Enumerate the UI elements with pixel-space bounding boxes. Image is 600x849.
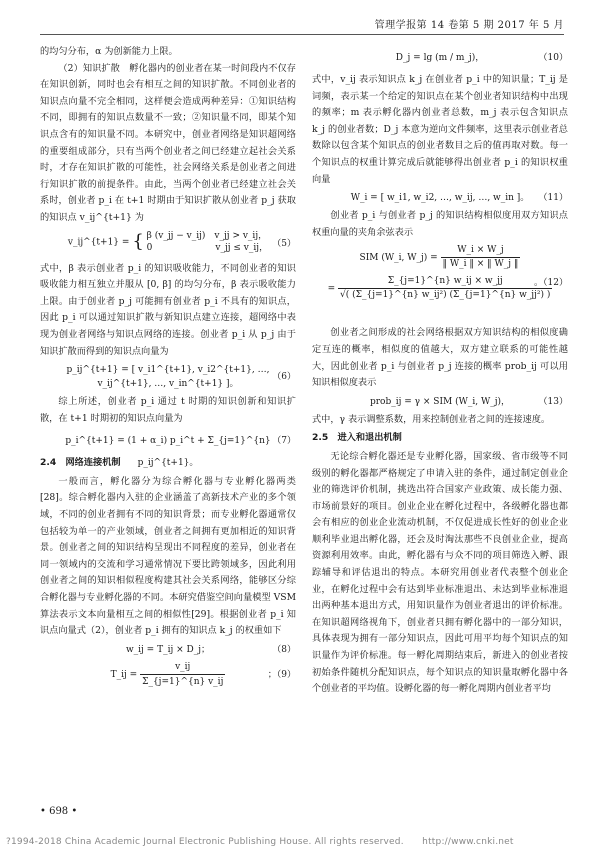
- left-column: [40, 44, 296, 693]
- equation-lhs: T_ij =: [110, 669, 138, 680]
- equation-6: [40, 363, 296, 391]
- fraction: [140, 660, 225, 689]
- equation-body: prob_ij = γ × SIM (W_i, W_j)，: [369, 396, 511, 407]
- equation-8: [40, 643, 296, 657]
- section-heading-2-4: 2.4 网络连接机制: [40, 457, 121, 469]
- paragraph: 式中，v_ij 表示知识点 k_j 在创业者 p_i 中的知识量；T_ij 是词频，表示某一个给定的知识点在某个创业者知识结构中出现的频率；m 表示孵化器内创业者总数，m_j 表示包含知识点 k_j 的创业者数；D_j 本意为逆向文件频率，这里表示创业者总数除以包含某个知识点的创业者数目之后的值再取对数。每一个知识点的权重计算完成后就能够得出创业者 p_i 的知识权重向量: [312, 74, 568, 185]
- equation-5: v_ij^{t+1} = { β (v_jj − v_ij) v_jj > v_ij， 0 v_jj ≤ v_ij， （5）: [67, 230, 296, 253]
- equation-body: p_i^{t+1} = (1 + α_i) p_i^t + Σ_{j=1}^{n} p_ij^{t+1}。: [65, 436, 271, 469]
- equation-lhs: SIM (W_i, W_j) =: [359, 253, 438, 264]
- denominator: Σ_{j=1}^{n} v_ij: [142, 676, 224, 687]
- paragraph: 创业者之间形成的社会网络根据双方知识结构的相似度确定互连的概率，相似度的值越大，双方建立联系的可能性越大，因此创业者 p_i 与创业者 p_j 连接的概率 prob_ij 可以用知识相似度表示: [312, 327, 568, 389]
- paragraph: 综上所述，创业者 p_i 通过 t 时期的知识创新和知识扩散，在 t+1 时期初的知识点向量为: [40, 396, 296, 424]
- equation-number: （10）: [538, 53, 568, 63]
- copyright-footer: ?1994-2018 China Academic Journal Electronic Publishing House. All rights reserved. http://www.cnki.net: [6, 837, 514, 847]
- equation-number: （8）: [272, 644, 296, 655]
- right-column: [312, 44, 568, 698]
- equation-number: （5）: [272, 238, 296, 249]
- journal-header: 管理学报第 14 卷第 5 期 2017 年 5 月: [374, 20, 564, 31]
- denominator: √( (Σ_{j=1}^{n} w_ij²) (Σ_{j=1}^{n} w_jj²) ): [340, 290, 551, 301]
- numerator: Σ_{j=1}^{n} w_ij × w_jj: [338, 275, 552, 289]
- denominator: ‖ W_i ‖ × ‖ W_j ‖: [442, 259, 519, 270]
- equation-body: p_ij^{t+1} = [ v_i1^{t+1}, v_i2^{t+1}, …, v_ij^{t+1}, …, v_in^{t+1} ]。: [66, 365, 270, 390]
- equation-12: SIM (W_i, W_j) = $\frac{W\_i \times W\_j}{‖ W\_i ‖ \times ‖ W\_j ‖}$ = $\frac{\Sigma\_\{j=1\}\^{}\{n\} w\_ij \times w\_jj}{\text{√( (Σ\_\{j=1\}\textasciicircum{}\{n\} w\_ij²) (Σ\_\{j=1\}\textasciicircum{}\{n\} w\_jj²) )}}$ 。（12）: [327, 245, 568, 301]
- equation-number: （11）: [538, 193, 568, 204]
- fraction: [441, 244, 521, 271]
- equation-case-2: 0 v_jj ≤ v_ij，: [146, 242, 269, 253]
- equation-number: 。（12）: [534, 278, 568, 289]
- equation-number: ；（9）: [267, 669, 296, 680]
- paragraph: 无论综合孵化器还是专业孵化器，国家级、省市级等不同级别的孵化器都严格规定了申请入驻的条件，通过制定创业企业的筛选评价机制，挑选出符合国家产业政策、成长能力强、市场前景好的项目。创业企业在孵化过程中，各级孵化器也都会有相应的创业企业流动机制，不仅促进成长性好的创业企业顺利毕业退出孵化器，还会及时淘汰那些不良创业企业，提高资源利用效率。由此，孵化器有与众不同的项目筛选入孵、跟踪辅导和评估退出的特点。本研究用创业者代表整个创业企业，在孵化过程中会有达到毕业标准退出、未达到毕业标准退出两种基本退出方式，用知识量作为创业者退出的评价标准。在知识超网络视角下，创业者只拥有孵化器中的一部分知识，具体表现为拥有一部分知识点，因此可用平均每个知识点的知识量作为评价标准。每一孵化周期结束后，新进入的创业者按初始条件随机分配知识点，每个知识点的知识量取孵化器中各个创业者的平均值。设孵化器的每一孵化周期内创业者平均: [312, 450, 568, 695]
- paragraph: （2）知识扩散 孵化器内的创业者在某一时间段内不仅存在知识创新，同时也会有相互之间的知识扩散。不同创业者的知识点向量不完全相同，这样便会造成两种差异：①知识结构不同，即拥有的知识点数量不一致；②知识量不同，即某个知识点含有的知识量不同。本研究中，创业者网络是知识超网络的重要组成部分，只有当两个创业者之间已经建立起社会关系时，才存在知识扩散的可能性，社会网络关系是创业者之间进行知识扩散的前提条件。由此，当两个创业者已经建立社会关系时，创业者 p_i 在 t+1 时期由于知识扩散从创业者 p_j 获取的知识点 v_ij^{t+1} 为: [40, 62, 296, 223]
- paragraph: 的均匀分布，α 为创新能力上限。: [40, 46, 178, 57]
- equation-lhs: v_ij^{t+1} =: [67, 237, 130, 248]
- fraction: [338, 275, 552, 302]
- equation-case-1: β (v_jj − v_ij) v_jj > v_ij，: [146, 230, 268, 241]
- section-heading-2-5: 2.5 进入和退出机制: [312, 432, 402, 444]
- paragraph: 创业者 p_i 与创业者 p_j 的知识结构相似度用双方知识点权重向量的夹角余弦表示: [312, 210, 568, 238]
- page-number: • 698 •: [40, 806, 78, 817]
- equation-10: [312, 47, 568, 69]
- equation-11: [312, 191, 568, 205]
- equation-body: w_ij = T_ij × D_j；: [125, 644, 211, 655]
- equation-body: W_i = [ w_i1, w_i2, …, w_ij, …, w_in ]。: [350, 193, 530, 204]
- equation-13: [312, 395, 568, 409]
- numerator: v_ij: [140, 660, 225, 675]
- paragraph: 式中，β 表示创业者 p_i 的知识吸收能力，不同创业者的知识吸收能力相互独立并服从 [0, β] 的均匀分布，β 表示吸收能力上限。由于创业者 p_j 可能拥有创业者 p_i 不具有的知识点，因此 p_i 可以通过知识扩散与新知识点建立连接，超网络中表现为创业者网络与知识点网络的连接。创业者 p_i 从 p_j 由于知识扩散而得到的知识点向量为: [40, 262, 296, 357]
- equation-9: [40, 660, 296, 690]
- paragraph: 一般而言，孵化器分为综合孵化器与专业孵化器两类[28]。综合孵化器内入驻的企业涵盖了高新技术产业的多个领域，不同的创业者拥有不同的知识背景；而专业孵化器通常仅包括较为单一的产业领域，创业者之间拥有更加相近的知识背景。创业者之间的知识结构呈现出不同程度的差异，创业者在同一领域内的交流和学习通常情况下要比跨领域多，因此利用创业者之间的知识相似程度构建其社会关系网络，能够区分综合孵化器与专业孵化器的不同。本研究借鉴空间向量模型 VSM 算法表示文本向量相互之间的相似性[29]。根据创业者 p_i 知识点向量式（2），创业者 p_i 拥有的知识点 k_j 的权重如下: [40, 475, 296, 637]
- equation-number: （13）: [538, 396, 568, 407]
- numerator: W_i × W_j: [441, 244, 521, 258]
- page-header: [40, 10, 564, 35]
- equation-body: D_j = lg (m / m_j)，: [395, 53, 485, 63]
- paragraph: 式中，γ 表示调整系数，用来控制创业者之间的连接速度。: [312, 413, 551, 425]
- equation-number: （7）: [272, 436, 296, 447]
- equation-number: （6）: [272, 372, 296, 383]
